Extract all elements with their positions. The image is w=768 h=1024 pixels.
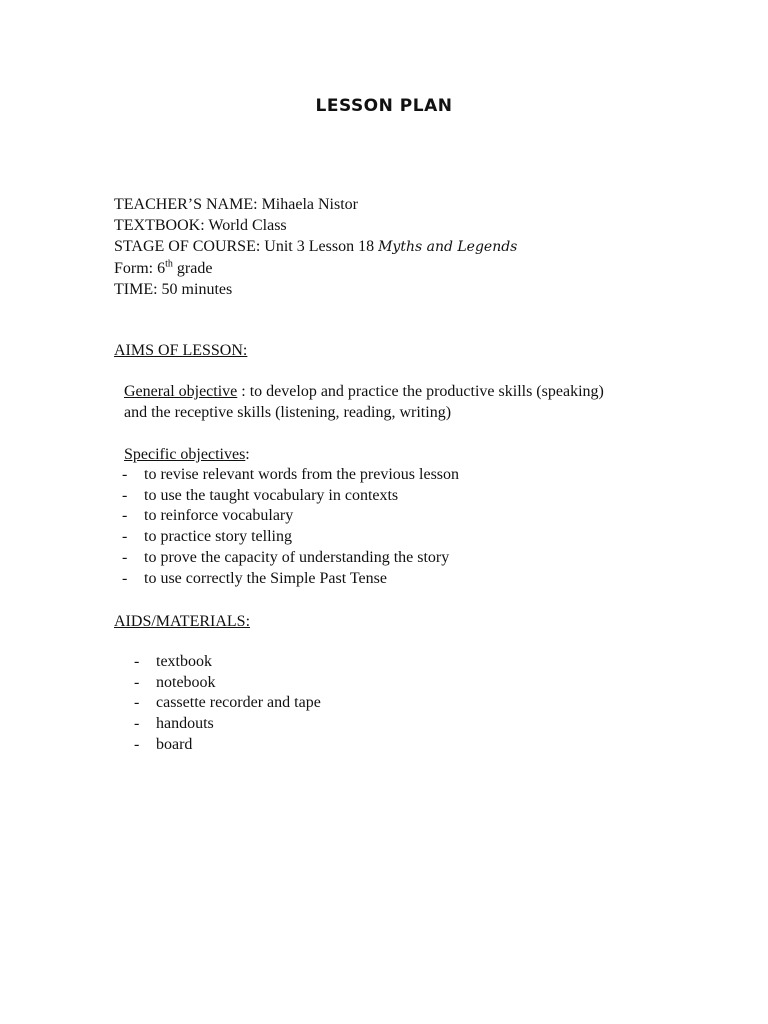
time-label: TIME:	[114, 281, 158, 298]
bullet-dash: -	[122, 466, 128, 483]
list-item	[134, 735, 321, 756]
page-title: LESSON PLAN	[315, 96, 453, 116]
list-item	[134, 693, 321, 714]
materials-heading: AIDS/MATERIALS:	[114, 613, 251, 630]
bullet-dash: -	[122, 507, 128, 525]
materials-list	[134, 652, 321, 756]
form-number: 6	[157, 260, 166, 277]
textbook-label: TEXTBOOK:	[114, 217, 205, 234]
bullet-dash: -	[122, 486, 128, 504]
list-item-text: to prove the capacity of understanding the story	[144, 548, 450, 566]
list-item-text: to use correctly the Simple Past Tense	[144, 569, 387, 587]
list-item	[134, 673, 321, 694]
time-value: 50 minutes	[161, 281, 233, 298]
general-objective-text-2: and the receptive skills (listening, reading, writing)	[124, 404, 452, 421]
list-item	[134, 714, 321, 735]
form-line	[114, 258, 517, 279]
list-item-text: notebook	[156, 673, 216, 691]
general-objective-label: General objective	[124, 383, 238, 400]
list-item	[122, 527, 459, 548]
lesson-info	[114, 194, 517, 300]
textbook-line	[114, 215, 517, 236]
form-suffix: th	[165, 258, 173, 270]
specific-objectives-list	[122, 465, 459, 589]
list-item-text: to use the taught vocabulary in contexts	[144, 486, 399, 504]
specific-objectives-colon: :	[245, 446, 250, 463]
list-item-text: to revise relevant words from the previous lesson	[144, 466, 460, 483]
stage-label: STAGE OF COURSE:	[114, 238, 261, 255]
bullet-dash: -	[122, 528, 128, 546]
general-objective-line-1	[124, 381, 604, 402]
list-item	[122, 486, 459, 507]
bullet-dash: -	[134, 715, 140, 733]
specific-objectives-heading	[124, 444, 250, 465]
list-item	[134, 652, 321, 673]
teacher-line	[114, 194, 517, 215]
list-item-text: board	[156, 735, 193, 753]
stage-topic: Myths and Legends	[378, 239, 518, 255]
teacher-value: Mihaela Nistor	[261, 196, 358, 213]
general-objective	[124, 381, 604, 423]
list-item-text: cassette recorder and tape	[156, 694, 321, 712]
general-objective-text-1: : to develop and practice the productive skills (speaking)	[237, 383, 604, 400]
specific-objectives-label: Specific objectives	[124, 446, 246, 463]
aims-heading: AIMS OF LESSON:	[114, 342, 248, 359]
bullet-dash: -	[134, 735, 140, 753]
textbook-value: World Class	[208, 217, 287, 234]
list-item	[122, 506, 459, 527]
stage-line	[114, 236, 517, 258]
list-item	[122, 465, 459, 486]
form-grade: grade	[176, 260, 213, 277]
list-item-text: textbook	[156, 653, 212, 670]
stage-value: Unit 3 Lesson 18	[264, 238, 375, 255]
bullet-dash: -	[134, 694, 140, 712]
bullet-dash: -	[134, 653, 140, 670]
list-item	[122, 548, 459, 569]
time-line	[114, 279, 517, 300]
list-item-text: to practice story telling	[144, 528, 292, 546]
bullet-dash: -	[134, 673, 140, 691]
form-label: Form:	[114, 260, 154, 277]
list-item-text: handouts	[156, 715, 214, 733]
list-item-text: to reinforce vocabulary	[144, 507, 294, 525]
bullet-dash: -	[122, 569, 128, 587]
teacher-label: TEACHER’S NAME:	[114, 196, 258, 213]
list-item	[122, 569, 459, 590]
bullet-dash: -	[122, 548, 128, 566]
